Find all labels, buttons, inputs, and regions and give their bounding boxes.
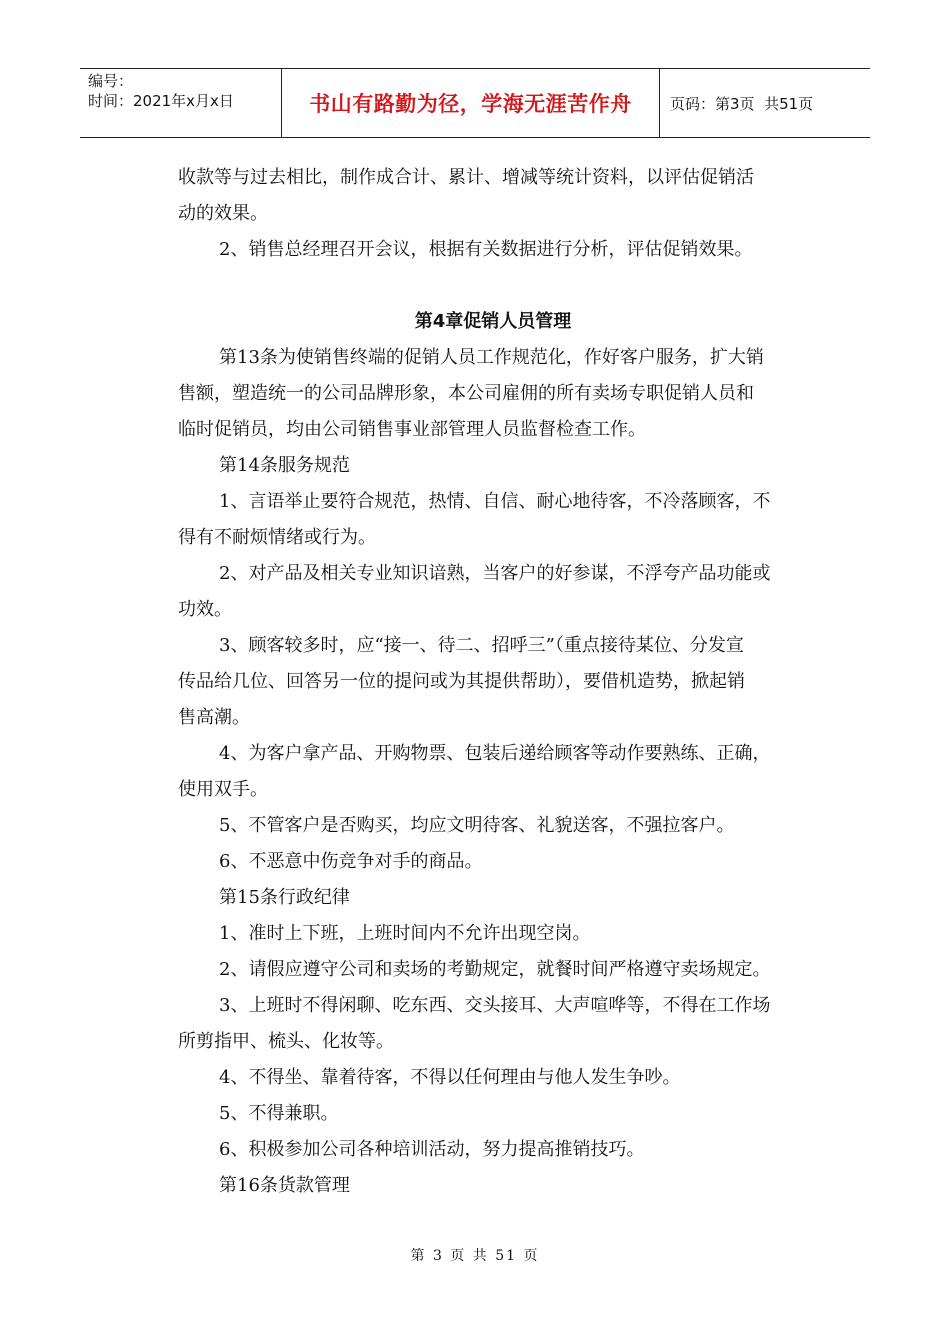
text-line: 3、上班时不得闲聊、吃东西、交头接耳、大声喧哗等，不得在工作场 — [219, 995, 771, 1016]
text-line: 使用双手。 — [178, 779, 268, 800]
text-line: 6、积极参加公司各种培训活动，努力提高推销技巧。 — [219, 1139, 645, 1160]
text-line: 3、顾客较多时，应“接一、待二、招呼三”（重点接待某位、分发宣 — [219, 635, 744, 656]
text-line: 4、为客户拿产品、开购物票、包装后递给顾客等动作要熟练、正确， — [219, 743, 771, 764]
document-body — [178, 160, 808, 1204]
motto-text: 书山有路勤为径，学海无涯苦作舟 — [309, 92, 632, 116]
page-footer-text: 第 3 页 共 51 页 — [410, 1248, 540, 1264]
text-line: 动的效果。 — [178, 203, 268, 224]
text-line: 6、不恶意中伤竞争对手的商品。 — [219, 851, 483, 872]
doc-number-label: 编号： — [88, 72, 134, 90]
doc-date: 时间：2021年x月x日 — [88, 92, 234, 110]
spacer — [178, 268, 808, 304]
text-line: 售高潮。 — [178, 707, 250, 728]
text-line: 功效。 — [178, 599, 232, 620]
text-line: 1、准时上下班，上班时间内不允许出现空岗。 — [219, 923, 591, 944]
article-title: 第16条货款管理 — [219, 1175, 350, 1196]
text-line: 2、销售总经理召开会议，根据有关数据进行分析，评估促销效果。 — [219, 239, 753, 260]
text-line: 1、言语举止要符合规范，热情、自信、耐心地待客，不冷落顾客，不 — [219, 491, 771, 512]
text-line: 第13条为使销售终端的促销人员工作规范化，作好客户服务，扩大销 — [219, 347, 764, 368]
text-line: 4、不得坐、靠着待客，不得以任何理由与他人发生争吵。 — [219, 1067, 681, 1088]
text-line: 2、对产品及相关专业知识谙熟，当客户的好参谋，不浮夸产品功能或 — [219, 563, 771, 584]
article-title: 第15条行政纪律 — [219, 887, 350, 908]
text-line: 临时促销员，均由公司销售事业部管理人员监督检查工作。 — [178, 419, 646, 440]
text-line: 5、不得兼职。 — [219, 1103, 339, 1124]
header-meta — [80, 69, 282, 137]
chapter-title: 第4章促销人员管理 — [414, 311, 572, 332]
text-line: 2、请假应遵守公司和卖场的考勤规定，就餐时间严格遵守卖场规定。 — [219, 959, 771, 980]
text-line: 得有不耐烦情绪或行为。 — [178, 527, 376, 548]
text-line: 所剪指甲、梳头、化妆等。 — [178, 1031, 394, 1052]
text-line: 5、不管客户是否购买，均应文明待客、礼貌送客，不强拉客户。 — [219, 815, 735, 836]
header-motto — [282, 69, 660, 137]
article-title: 第14条服务规范 — [219, 455, 350, 476]
text-line: 收款等与过去相比，制作成合计、累计、增减等统计资料，以评估促销活 — [178, 167, 754, 188]
header-page-info — [660, 69, 870, 137]
page-footer — [0, 1245, 950, 1265]
text-line: 传品给几位、回答另一位的提问或为其提供帮助），要借机造势，掀起销 — [178, 671, 745, 692]
page-header — [80, 68, 870, 138]
page-info-text: 页码：第3页 共51页 — [670, 94, 814, 113]
text-line: 售额，塑造统一的公司品牌形象，本公司雇佣的所有卖场专职促销人员和 — [178, 383, 754, 404]
